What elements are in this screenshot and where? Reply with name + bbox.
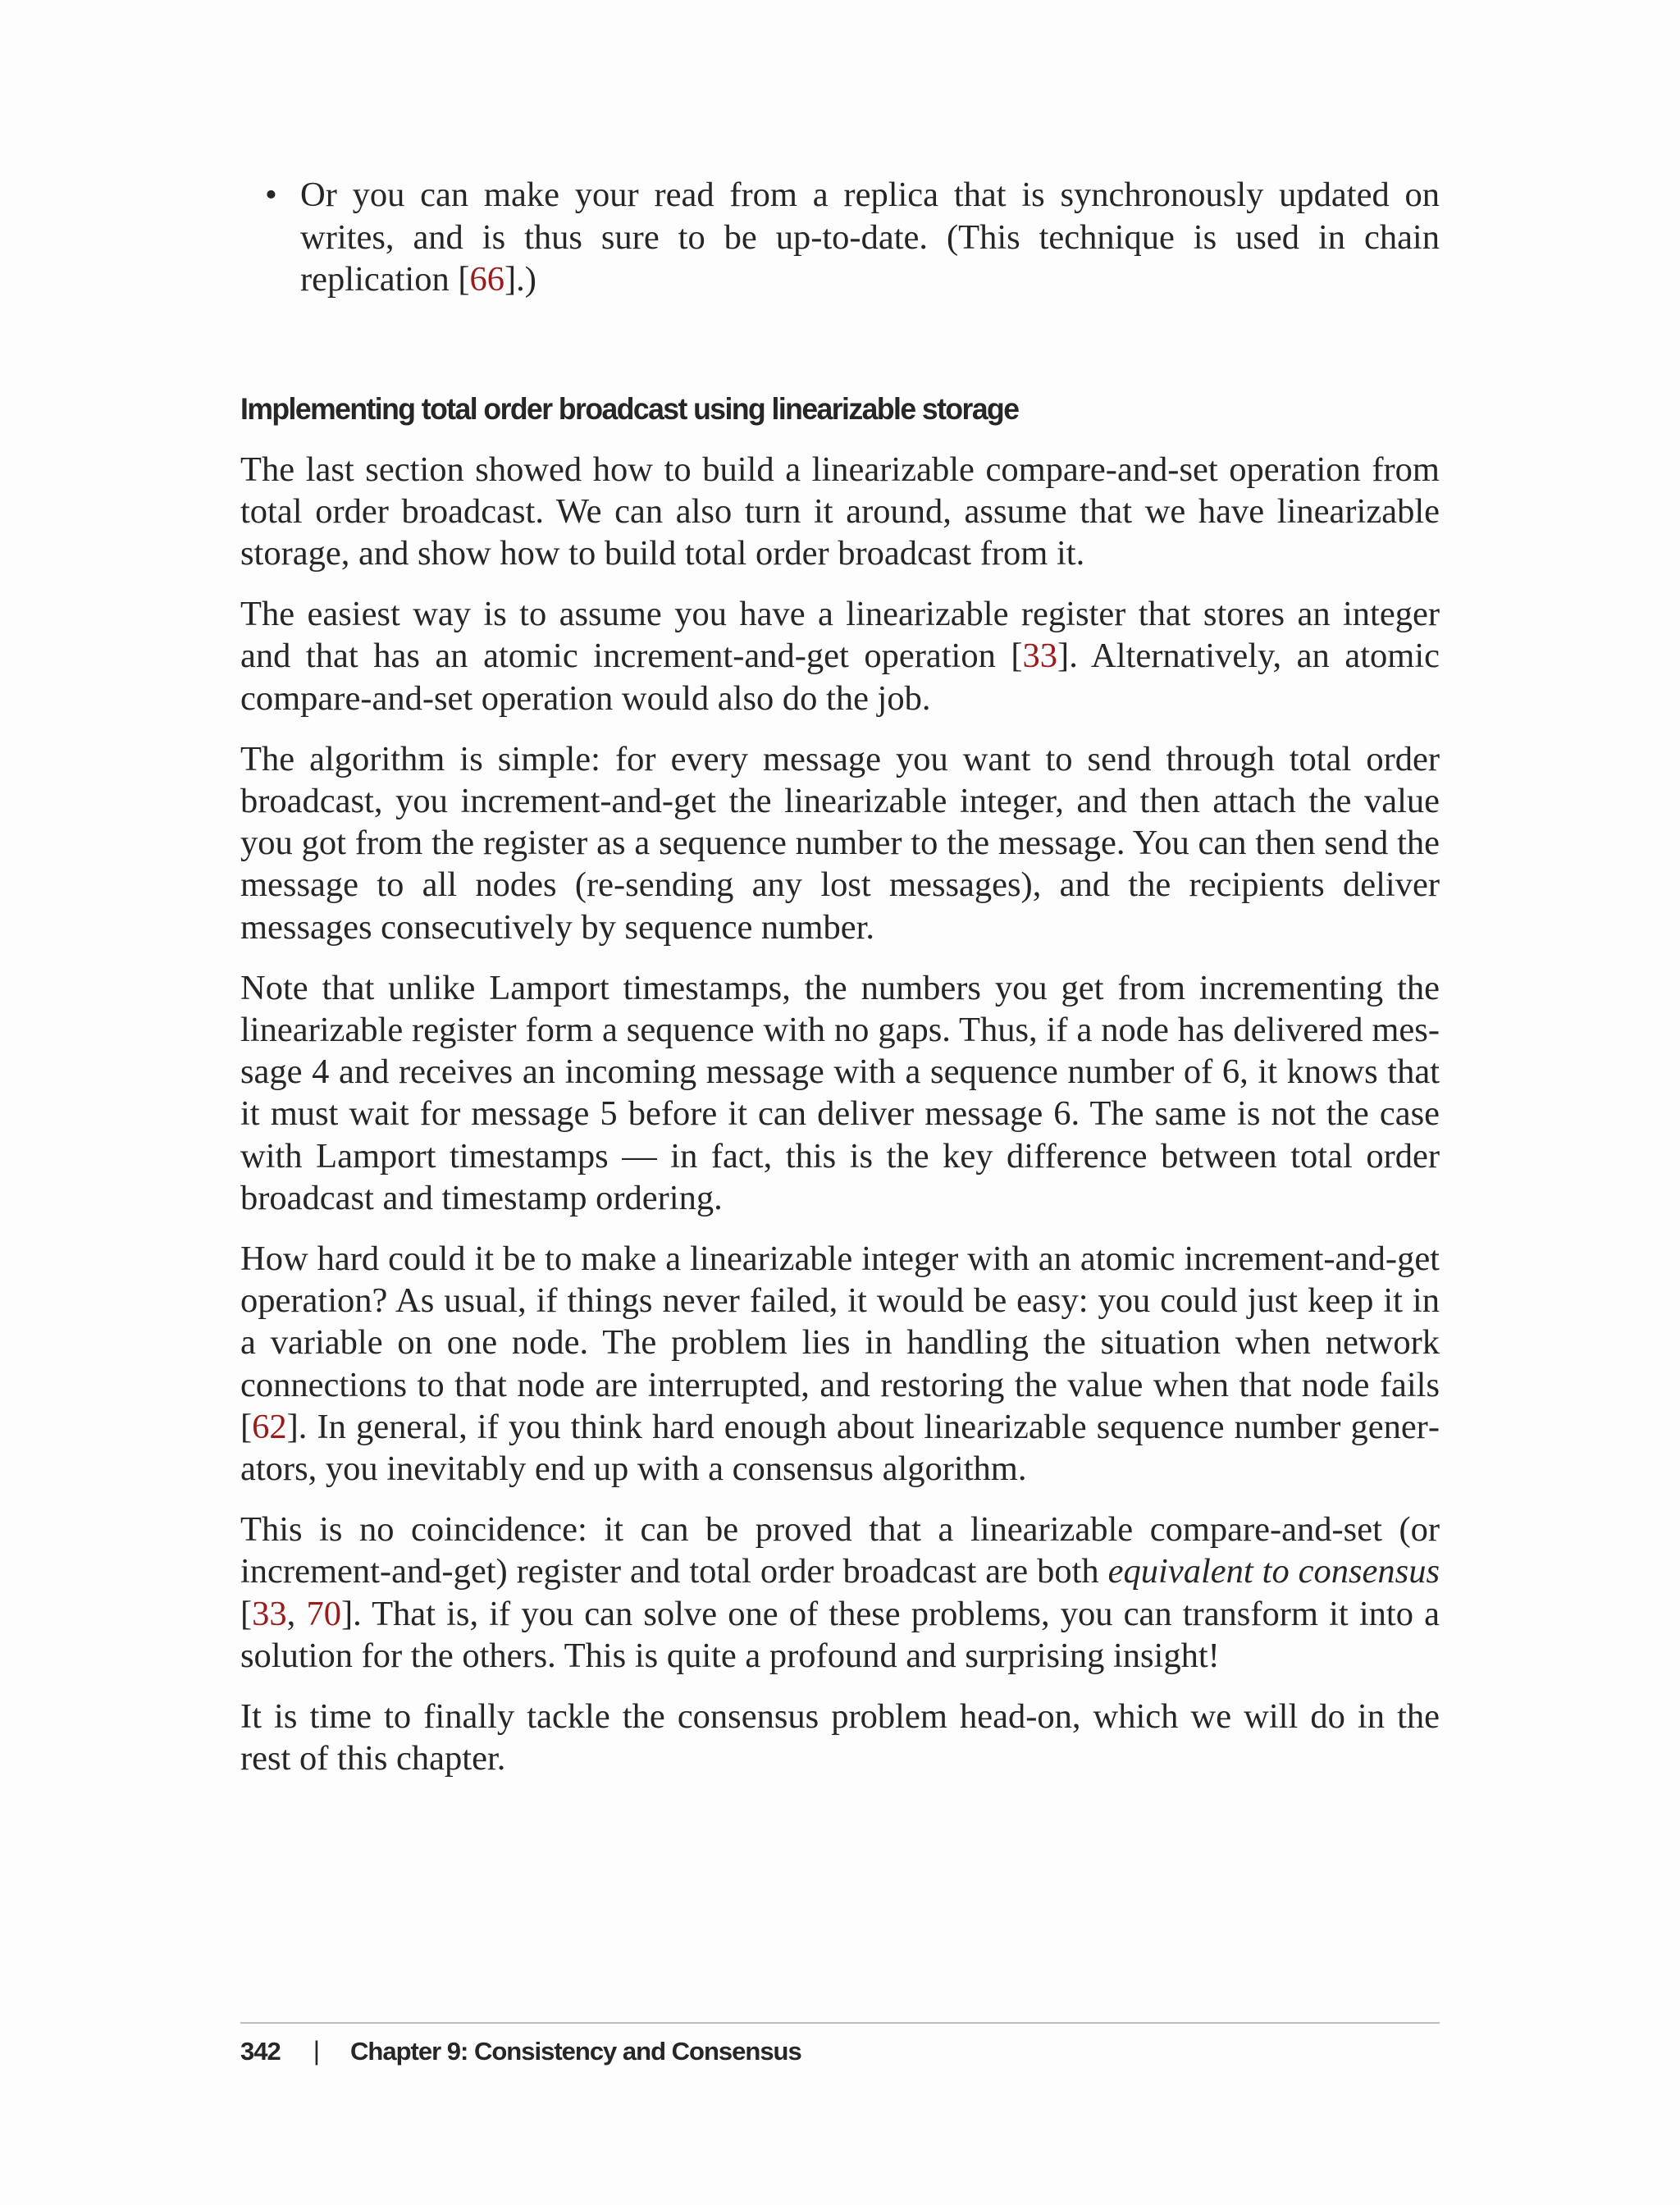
citation-link[interactable]: 70: [306, 1594, 341, 1633]
paragraph-6-text: This is no coincidence: it can be proved that a linearizable compare-and-set (or increment-and-get) register and total order broadcast are both: [240, 1510, 1440, 1591]
page-number: 342: [240, 2036, 281, 2066]
bullet-item: [240, 174, 1440, 301]
emphasis-text: equivalent to consensus: [1107, 1552, 1440, 1591]
section-heading: Implementing total order broadcast using linearizable storage: [240, 391, 1019, 426]
paragraph-5-text: How hard could it be to make a linearizable integer with an atomic increment-and-get operation? As usual, if things never failed, it would be easy: you could just keep it in a variable on one node. The problem lies in handling the situation when network connections to that node are interrupted, and restoring the value when that node fails [: [240, 1239, 1440, 1446]
paragraph-3: The algorithm is simple: for every message you want to send through total order broadcast, you increment-and-get the linearizable integer, and then attach the value you got from the register as a sequence number to the message. You can then send the message to all nodes (re-sending any lost messages), and the recipients deliver messages consecutively by sequence number.: [240, 739, 1440, 947]
citation-link[interactable]: 62: [252, 1407, 287, 1446]
paragraph-6-bracket: [: [240, 1594, 253, 1633]
paragraph-2-text-end: ]. Alternatively, an atomic compare-and-set operation would also do the job.: [240, 637, 1440, 718]
paragraph-2-text: The easiest way is to assume you have a linearizable register that stores an integer and that has an atomic increment-and-get operation [: [240, 595, 1440, 676]
paragraph-6: [240, 1509, 1440, 1677]
paragraph-4: Note that unlike Lamport timestamps, the numbers you get from incrementing the linearizable register form a sequence with no gaps. Thus, if a node has delivered message 4 and receives an incoming message with a sequence number of 6, it knows that it must wait for message 5 before it can deliver message 6. The same is not the case with Lamport timestamps — in fact, this is the key difference between total order broadcast and timestamp ordering.: [240, 968, 1440, 1217]
citation-link[interactable]: 33: [252, 1594, 287, 1633]
citation-link[interactable]: 66: [469, 260, 505, 299]
paragraph-2: [240, 593, 1440, 719]
paragraph-5-text-end: ]. In general, if you think hard enough about linearizable sequence number generators, you inevitably end up with a consensus algorithm.: [240, 1407, 1440, 1488]
footer-separator: |: [313, 2036, 320, 2066]
bullet-icon: •: [265, 176, 277, 214]
paragraph-1: The last section showed how to build a linearizable compare-and-set operation from total order broadcast. We can also turn it around, assume that we have linearizable storage, and show how to build total order broadcast from it.: [240, 450, 1440, 573]
bullet-text-end: ].): [504, 260, 536, 299]
paragraph-6-text-end: ]. That is, if you can solve one of these problems, you can transform it into a solution for the others. This is quite a profound and surprising insight!: [240, 1594, 1440, 1675]
chapter-title: Chapter 9: Consistency and Consensus: [350, 2036, 801, 2066]
footer-divider: [240, 2022, 1440, 2024]
page-footer: [240, 2036, 801, 2066]
citation-separator: ,: [286, 1594, 307, 1633]
bullet-text: Or you can make your read from a replica that is synchronously updated on writes, and is thus sure to be up-to-date. (This technique is used in chain replication [: [300, 176, 1440, 299]
paragraph-7: It is time to finally tackle the consensus problem head-on, which we will do in the rest of this chapter.: [240, 1696, 1440, 1778]
page-content: [240, 174, 1440, 1798]
citation-link[interactable]: 33: [1022, 637, 1058, 676]
paragraph-5: [240, 1238, 1440, 1490]
